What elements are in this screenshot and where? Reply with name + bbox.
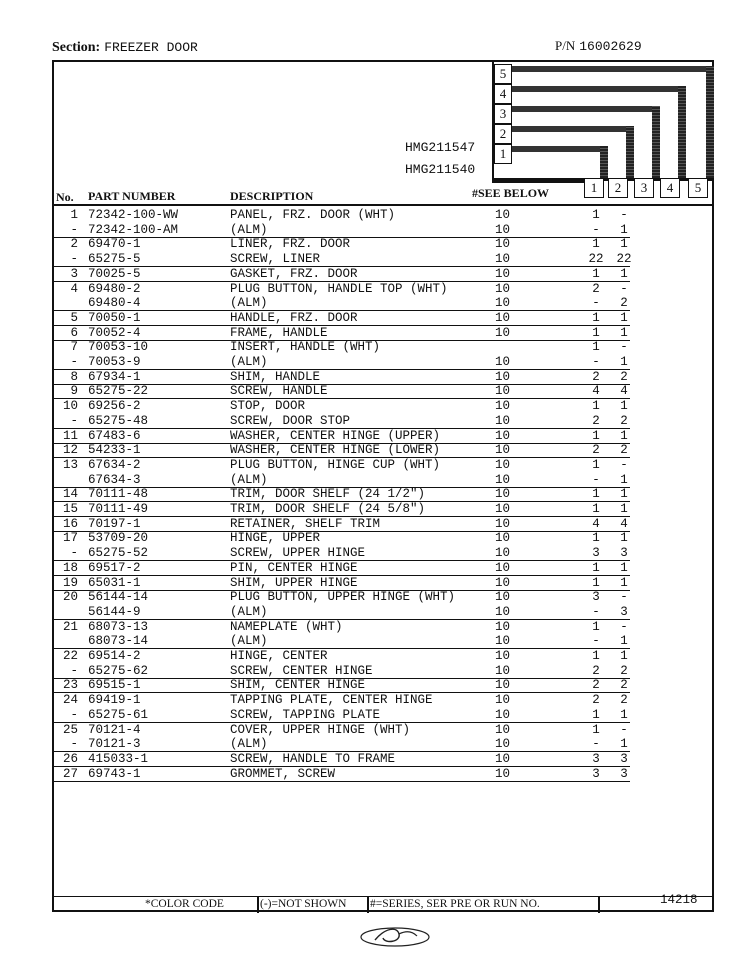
- series-2-qty: 4: [620, 516, 628, 531]
- item-number: 1: [70, 208, 78, 222]
- table-row: [0, 620, 750, 635]
- series-1-qty: 1: [592, 531, 600, 546]
- series-1-qty: 1: [592, 707, 600, 722]
- model-number: HMG211547: [405, 140, 476, 155]
- series-1-qty: 1: [592, 457, 600, 472]
- series-1-qty: 1: [592, 237, 600, 252]
- item-number: 8: [70, 369, 78, 384]
- series-box-4: 4: [494, 84, 512, 104]
- col-header-part-number: PART NUMBER: [88, 189, 176, 203]
- see-below-value: 10: [495, 457, 511, 472]
- part-description: PLUG BUTTON, UPPER HINGE (WHT): [230, 590, 456, 605]
- item-number: 18: [62, 560, 78, 575]
- pn-label: P/N: [555, 38, 576, 53]
- see-below-value: 10: [495, 208, 511, 222]
- table-row: [0, 252, 750, 267]
- table-row: [0, 561, 750, 576]
- part-number: 67934-1: [88, 369, 141, 384]
- series-2-qty: 2: [620, 678, 628, 693]
- series-2-qty: -: [620, 208, 628, 222]
- part-number: 65275-62: [88, 663, 149, 678]
- see-below-value: 10: [495, 737, 511, 752]
- part-description: SCREW, CENTER HINGE: [230, 663, 373, 678]
- see-below-value: 10: [495, 751, 511, 766]
- col-header-description: DESCRIPTION: [230, 189, 314, 203]
- series-1-qty: 1: [592, 208, 600, 222]
- part-number: 65275-5: [88, 252, 141, 267]
- see-below-value: 10: [495, 222, 511, 237]
- table-row: [0, 311, 750, 326]
- see-below-value: 10: [495, 634, 511, 649]
- see-below-value: 10: [495, 384, 511, 399]
- header-rule: [52, 204, 714, 206]
- series-1-qty: 1: [592, 340, 600, 355]
- item-number: 20: [62, 590, 78, 605]
- series-diagram: [0, 0, 750, 210]
- item-number: 11: [62, 428, 78, 443]
- series-2-qty: 2: [620, 413, 628, 428]
- item-number: 25: [62, 722, 78, 737]
- part-number: 70050-1: [88, 310, 141, 325]
- table-row: [0, 723, 750, 738]
- series-1-qty: 1: [592, 266, 600, 281]
- item-number: 17: [62, 531, 78, 546]
- item-number: 22: [62, 649, 78, 663]
- part-description: SCREW, LINER: [230, 252, 321, 267]
- series-2-qty: 1: [620, 428, 628, 443]
- see-below-value: 10: [495, 355, 511, 369]
- part-number: 69419-1: [88, 693, 141, 708]
- part-description: SCREW, UPPER HINGE: [230, 546, 366, 561]
- series-1-qty: 2: [592, 413, 600, 428]
- series-2-qty: 1: [620, 502, 628, 516]
- table-row: [0, 531, 750, 546]
- series-2-qty: 1: [620, 310, 628, 325]
- series-column-5: 5: [688, 178, 708, 198]
- table-row: [0, 399, 750, 414]
- see-below-value: 10: [495, 590, 511, 605]
- see-below-value: 10: [495, 546, 511, 561]
- part-number: 69514-2: [88, 649, 141, 663]
- item-number: 24: [62, 693, 78, 708]
- table-row: [0, 458, 750, 473]
- series-2-qty: 1: [620, 737, 628, 752]
- part-description: STOP, DOOR: [230, 399, 306, 414]
- series-2-qty: 2: [620, 693, 628, 708]
- series-1-qty: 1: [592, 502, 600, 516]
- series-2-qty: -: [620, 619, 628, 634]
- see-below-value: 10: [495, 649, 511, 663]
- table-row: [0, 208, 750, 223]
- section-label: Section:: [52, 40, 101, 55]
- series-column-4: 4: [660, 178, 680, 198]
- series-2-qty: 3: [620, 604, 628, 619]
- series-box-2: 2: [494, 124, 512, 144]
- item-number: 26: [62, 751, 78, 766]
- table-row: [0, 355, 750, 370]
- table-row: [0, 546, 750, 561]
- part-description: PLUG BUTTON, HINGE CUP (WHT): [230, 457, 441, 472]
- col-header-no: No.: [56, 190, 74, 204]
- see-below-value: 10: [495, 516, 511, 531]
- series-2-qty: 1: [620, 707, 628, 722]
- series-2-qty: -: [620, 722, 628, 737]
- series-2-qty: 2: [620, 369, 628, 384]
- item-number: -: [70, 355, 78, 369]
- item-number: 5: [70, 310, 78, 325]
- section-value: FREEZER DOOR: [104, 40, 198, 55]
- table-row: [0, 576, 750, 591]
- part-description: HINGE, UPPER: [230, 531, 321, 546]
- series-2-qty: 1: [620, 237, 628, 252]
- part-number: 70053-9: [88, 355, 141, 369]
- page-number: 14218: [660, 893, 698, 907]
- see-below-value: 10: [495, 252, 511, 267]
- series-2-qty: 1: [620, 399, 628, 414]
- table-row: [0, 414, 750, 429]
- series-2-qty: -: [620, 281, 628, 296]
- item-number: 9: [70, 384, 78, 399]
- series-box-5: 5: [494, 64, 512, 84]
- table-row: [0, 384, 750, 399]
- part-number: 56144-14: [88, 590, 149, 605]
- see-below-value: 10: [495, 237, 511, 252]
- table-row: [0, 473, 750, 488]
- item-number: 4: [70, 281, 78, 296]
- see-below-value: 10: [495, 707, 511, 722]
- part-number: 67483-6: [88, 428, 141, 443]
- series-1-qty: -: [592, 472, 600, 487]
- part-number: 70111-48: [88, 487, 149, 502]
- table-row: [0, 517, 750, 532]
- series-column-3: 3: [634, 178, 654, 198]
- part-description: GASKET, FRZ. DOOR: [230, 266, 358, 281]
- series-1-qty: 3: [592, 751, 600, 766]
- series-1-qty: 1: [592, 649, 600, 663]
- table-row: [0, 296, 750, 311]
- item-number: -: [70, 252, 78, 267]
- series-2-qty: 1: [620, 634, 628, 649]
- part-description: HINGE, CENTER: [230, 649, 328, 663]
- part-number: 54233-1: [88, 443, 141, 458]
- table-row: [0, 487, 750, 502]
- part-description: (ALM): [230, 296, 268, 311]
- series-2-qty: 1: [620, 355, 628, 369]
- part-number: 67634-2: [88, 457, 141, 472]
- col-header-see-below: #SEE BELOW: [472, 186, 550, 200]
- item-number: 14: [62, 487, 78, 502]
- part-number: 65275-52: [88, 546, 149, 561]
- item-number: -: [70, 546, 78, 561]
- see-below-value: 10: [495, 296, 511, 311]
- series-2-qty: 1: [620, 325, 628, 340]
- legend-footer: [52, 893, 714, 913]
- series-2-qty: 3: [620, 766, 628, 781]
- part-description: LINER, FRZ. DOOR: [230, 237, 351, 252]
- table-row: [0, 634, 750, 649]
- part-description: SCREW, HANDLE TO FRAME: [230, 751, 396, 766]
- item-number: 23: [62, 678, 78, 693]
- series-2-qty: 1: [620, 560, 628, 575]
- series-1-qty: 4: [592, 516, 600, 531]
- part-description: (ALM): [230, 222, 268, 237]
- table-row: [0, 340, 750, 355]
- table-row: [0, 370, 750, 385]
- part-description: SHIM, UPPER HINGE: [230, 575, 358, 590]
- part-description: PANEL, FRZ. DOOR (WHT): [230, 208, 396, 222]
- see-below-value: 10: [495, 472, 511, 487]
- part-number: 69517-2: [88, 560, 141, 575]
- part-description: TAPPING PLATE, CENTER HINGE: [230, 693, 433, 708]
- part-number: 69743-1: [88, 766, 141, 781]
- series-1-qty: -: [592, 355, 600, 369]
- series-1-qty: 1: [592, 487, 600, 502]
- series-2-qty: 1: [620, 531, 628, 546]
- series-1-qty: 3: [592, 766, 600, 781]
- series-2-qty: 1: [620, 487, 628, 502]
- see-below-value: 10: [495, 560, 511, 575]
- item-number: -: [70, 222, 78, 237]
- part-number: 70052-4: [88, 325, 141, 340]
- legend-color-code: *COLOR CODE: [145, 898, 224, 910]
- part-description: RETAINER, SHELF TRIM: [230, 516, 381, 531]
- part-number: 69480-2: [88, 281, 141, 296]
- series-1-qty: 3: [592, 590, 600, 605]
- series-1-qty: 2: [592, 693, 600, 708]
- part-description: (ALM): [230, 634, 268, 649]
- item-number: 2: [70, 237, 78, 252]
- series-2-qty: 1: [620, 222, 628, 237]
- part-number: 65275-22: [88, 384, 149, 399]
- part-description: NAMEPLATE (WHT): [230, 619, 343, 634]
- series-1-qty: 1: [592, 399, 600, 414]
- table-row: [0, 237, 750, 252]
- see-below-value: 10: [495, 428, 511, 443]
- see-below-value: 10: [495, 413, 511, 428]
- table-row: [0, 752, 750, 767]
- see-below-value: 10: [495, 325, 511, 340]
- part-number: 72342-100-WW: [88, 208, 179, 222]
- series-2-qty: 2: [620, 443, 628, 458]
- table-row: [0, 282, 750, 297]
- part-number: 69515-1: [88, 678, 141, 693]
- part-number: 69470-1: [88, 237, 141, 252]
- series-1-qty: 1: [592, 325, 600, 340]
- row-separator: [52, 781, 630, 782]
- see-below-value: 10: [495, 502, 511, 516]
- see-below-value: 10: [495, 310, 511, 325]
- series-2-qty: 2: [620, 296, 628, 311]
- part-description: TRIM, DOOR SHELF (24 1/2"): [230, 487, 426, 502]
- part-description: GROMMET, SCREW: [230, 766, 336, 781]
- part-number: 72342-100-AM: [88, 222, 179, 237]
- series-1-qty: 2: [592, 443, 600, 458]
- series-1-qty: -: [592, 222, 600, 237]
- see-below-value: 10: [495, 604, 511, 619]
- series-1-qty: -: [592, 604, 600, 619]
- part-number: 68073-13: [88, 619, 149, 634]
- see-below-value: 10: [495, 487, 511, 502]
- series-1-qty: 2: [592, 663, 600, 678]
- table-row: [0, 708, 750, 723]
- part-description: (ALM): [230, 355, 268, 369]
- item-number: -: [70, 413, 78, 428]
- part-number: 67634-3: [88, 472, 141, 487]
- see-below-value: 10: [495, 531, 511, 546]
- item-number: 27: [62, 766, 78, 781]
- series-1-qty: 1: [592, 722, 600, 737]
- item-number: -: [70, 663, 78, 678]
- see-below-value: 10: [495, 266, 511, 281]
- part-number: 65275-61: [88, 707, 149, 722]
- part-description: (ALM): [230, 472, 268, 487]
- see-below-value: 10: [495, 399, 511, 414]
- series-1-qty: 4: [592, 384, 600, 399]
- series-2-qty: -: [620, 340, 628, 355]
- part-description: TRIM, DOOR SHELF (24 5/8"): [230, 502, 426, 516]
- see-below-value: 10: [495, 766, 511, 781]
- series-1-qty: -: [592, 737, 600, 752]
- part-number: 65275-48: [88, 413, 149, 428]
- part-description: PIN, CENTER HINGE: [230, 560, 358, 575]
- series-2-qty: 1: [620, 575, 628, 590]
- series-column-2: 2: [608, 178, 628, 198]
- part-number: 68073-14: [88, 634, 149, 649]
- part-description: SCREW, DOOR STOP: [230, 413, 351, 428]
- table-row: [0, 605, 750, 620]
- item-number: 19: [62, 575, 78, 590]
- series-1-qty: 2: [592, 369, 600, 384]
- part-description: HANDLE, FRZ. DOOR: [230, 310, 358, 325]
- table-row: [0, 590, 750, 605]
- table-row: [0, 767, 750, 782]
- see-below-value: 10: [495, 443, 511, 458]
- item-number: -: [70, 737, 78, 752]
- part-description: INSERT, HANDLE (WHT): [230, 340, 381, 355]
- series-2-qty: 3: [620, 751, 628, 766]
- item-number: 21: [62, 619, 78, 634]
- table-row: [0, 267, 750, 282]
- part-description: SCREW, HANDLE: [230, 384, 328, 399]
- see-below-value: 10: [495, 369, 511, 384]
- part-description: (ALM): [230, 737, 268, 752]
- series-1-qty: -: [592, 634, 600, 649]
- handwritten-mark: [355, 922, 435, 952]
- series-1-qty: 1: [592, 428, 600, 443]
- series-box-3: 3: [494, 104, 512, 124]
- item-number: 6: [70, 325, 78, 340]
- series-1-qty: 1: [592, 560, 600, 575]
- part-description: WASHER, CENTER HINGE (LOWER): [230, 443, 441, 458]
- part-number: 70025-5: [88, 266, 141, 281]
- item-number: 3: [70, 266, 78, 281]
- part-number: 70121-4: [88, 722, 141, 737]
- see-below-value: 10: [495, 619, 511, 634]
- series-1-qty: 2: [592, 678, 600, 693]
- part-description: FRAME, HANDLE: [230, 325, 328, 340]
- part-number: 70053-10: [88, 340, 149, 355]
- table-row: [0, 326, 750, 341]
- model-number: HMG211540: [405, 162, 476, 177]
- item-number: 7: [70, 340, 78, 355]
- part-description: SCREW, TAPPING PLATE: [230, 707, 381, 722]
- table-row: [0, 664, 750, 679]
- part-number: 53709-20: [88, 531, 149, 546]
- see-below-value: 10: [495, 678, 511, 693]
- see-below-value: 10: [495, 281, 511, 296]
- part-number: 415033-1: [88, 751, 149, 766]
- table-row: [0, 429, 750, 444]
- series-2-qty: 22: [616, 252, 632, 267]
- legend-not-shown: (-)=NOT SHOWN: [260, 898, 347, 910]
- part-description: COVER, UPPER HINGE (WHT): [230, 722, 411, 737]
- part-number: 70197-1: [88, 516, 141, 531]
- part-description: PLUG BUTTON, HANDLE TOP (WHT): [230, 281, 448, 296]
- series-2-qty: 2: [620, 663, 628, 678]
- part-description: WASHER, CENTER HINGE (UPPER): [230, 428, 441, 443]
- see-below-value: 10: [495, 663, 511, 678]
- table-row: [0, 223, 750, 238]
- item-number: 15: [62, 502, 78, 516]
- table-row: [0, 649, 750, 664]
- part-description: SHIM, CENTER HINGE: [230, 678, 366, 693]
- series-1-qty: 1: [592, 619, 600, 634]
- series-1-qty: -: [592, 296, 600, 311]
- part-description: SHIM, HANDLE: [230, 369, 321, 384]
- pn-value: 16002629: [579, 39, 642, 54]
- item-number: 10: [62, 399, 78, 414]
- see-below-value: 10: [495, 722, 511, 737]
- series-2-qty: -: [620, 590, 628, 605]
- part-number: 56144-9: [88, 604, 141, 619]
- table-row: [0, 502, 750, 517]
- part-description: (ALM): [230, 604, 268, 619]
- item-number: 16: [62, 516, 78, 531]
- legend-series: #=SERIES, SER PRE OR RUN NO.: [370, 898, 540, 910]
- part-number: 65031-1: [88, 575, 141, 590]
- item-number: -: [70, 707, 78, 722]
- series-2-qty: -: [620, 457, 628, 472]
- item-number: 13: [62, 457, 78, 472]
- series-2-qty: 4: [620, 384, 628, 399]
- series-2-qty: 1: [620, 649, 628, 663]
- series-1-qty: 3: [592, 546, 600, 561]
- series-1-qty: 1: [592, 310, 600, 325]
- part-number: 69480-4: [88, 296, 141, 311]
- table-row: [0, 443, 750, 458]
- table-row: [0, 693, 750, 708]
- series-1-qty: 2: [592, 281, 600, 296]
- series-1-qty: 1: [592, 575, 600, 590]
- table-row: [0, 737, 750, 752]
- item-number: 12: [62, 443, 78, 458]
- part-number: 70111-49: [88, 502, 149, 516]
- see-below-value: 10: [495, 693, 511, 708]
- series-2-qty: 1: [620, 472, 628, 487]
- see-below-value: 10: [495, 575, 511, 590]
- series-column-1: 1: [584, 178, 604, 198]
- series-2-qty: 3: [620, 546, 628, 561]
- part-number: 70121-3: [88, 737, 141, 752]
- series-1-qty: 22: [588, 252, 604, 267]
- series-box-1: 1: [494, 144, 512, 164]
- series-2-qty: 1: [620, 266, 628, 281]
- table-row: [0, 678, 750, 693]
- part-number: 69256-2: [88, 399, 141, 414]
